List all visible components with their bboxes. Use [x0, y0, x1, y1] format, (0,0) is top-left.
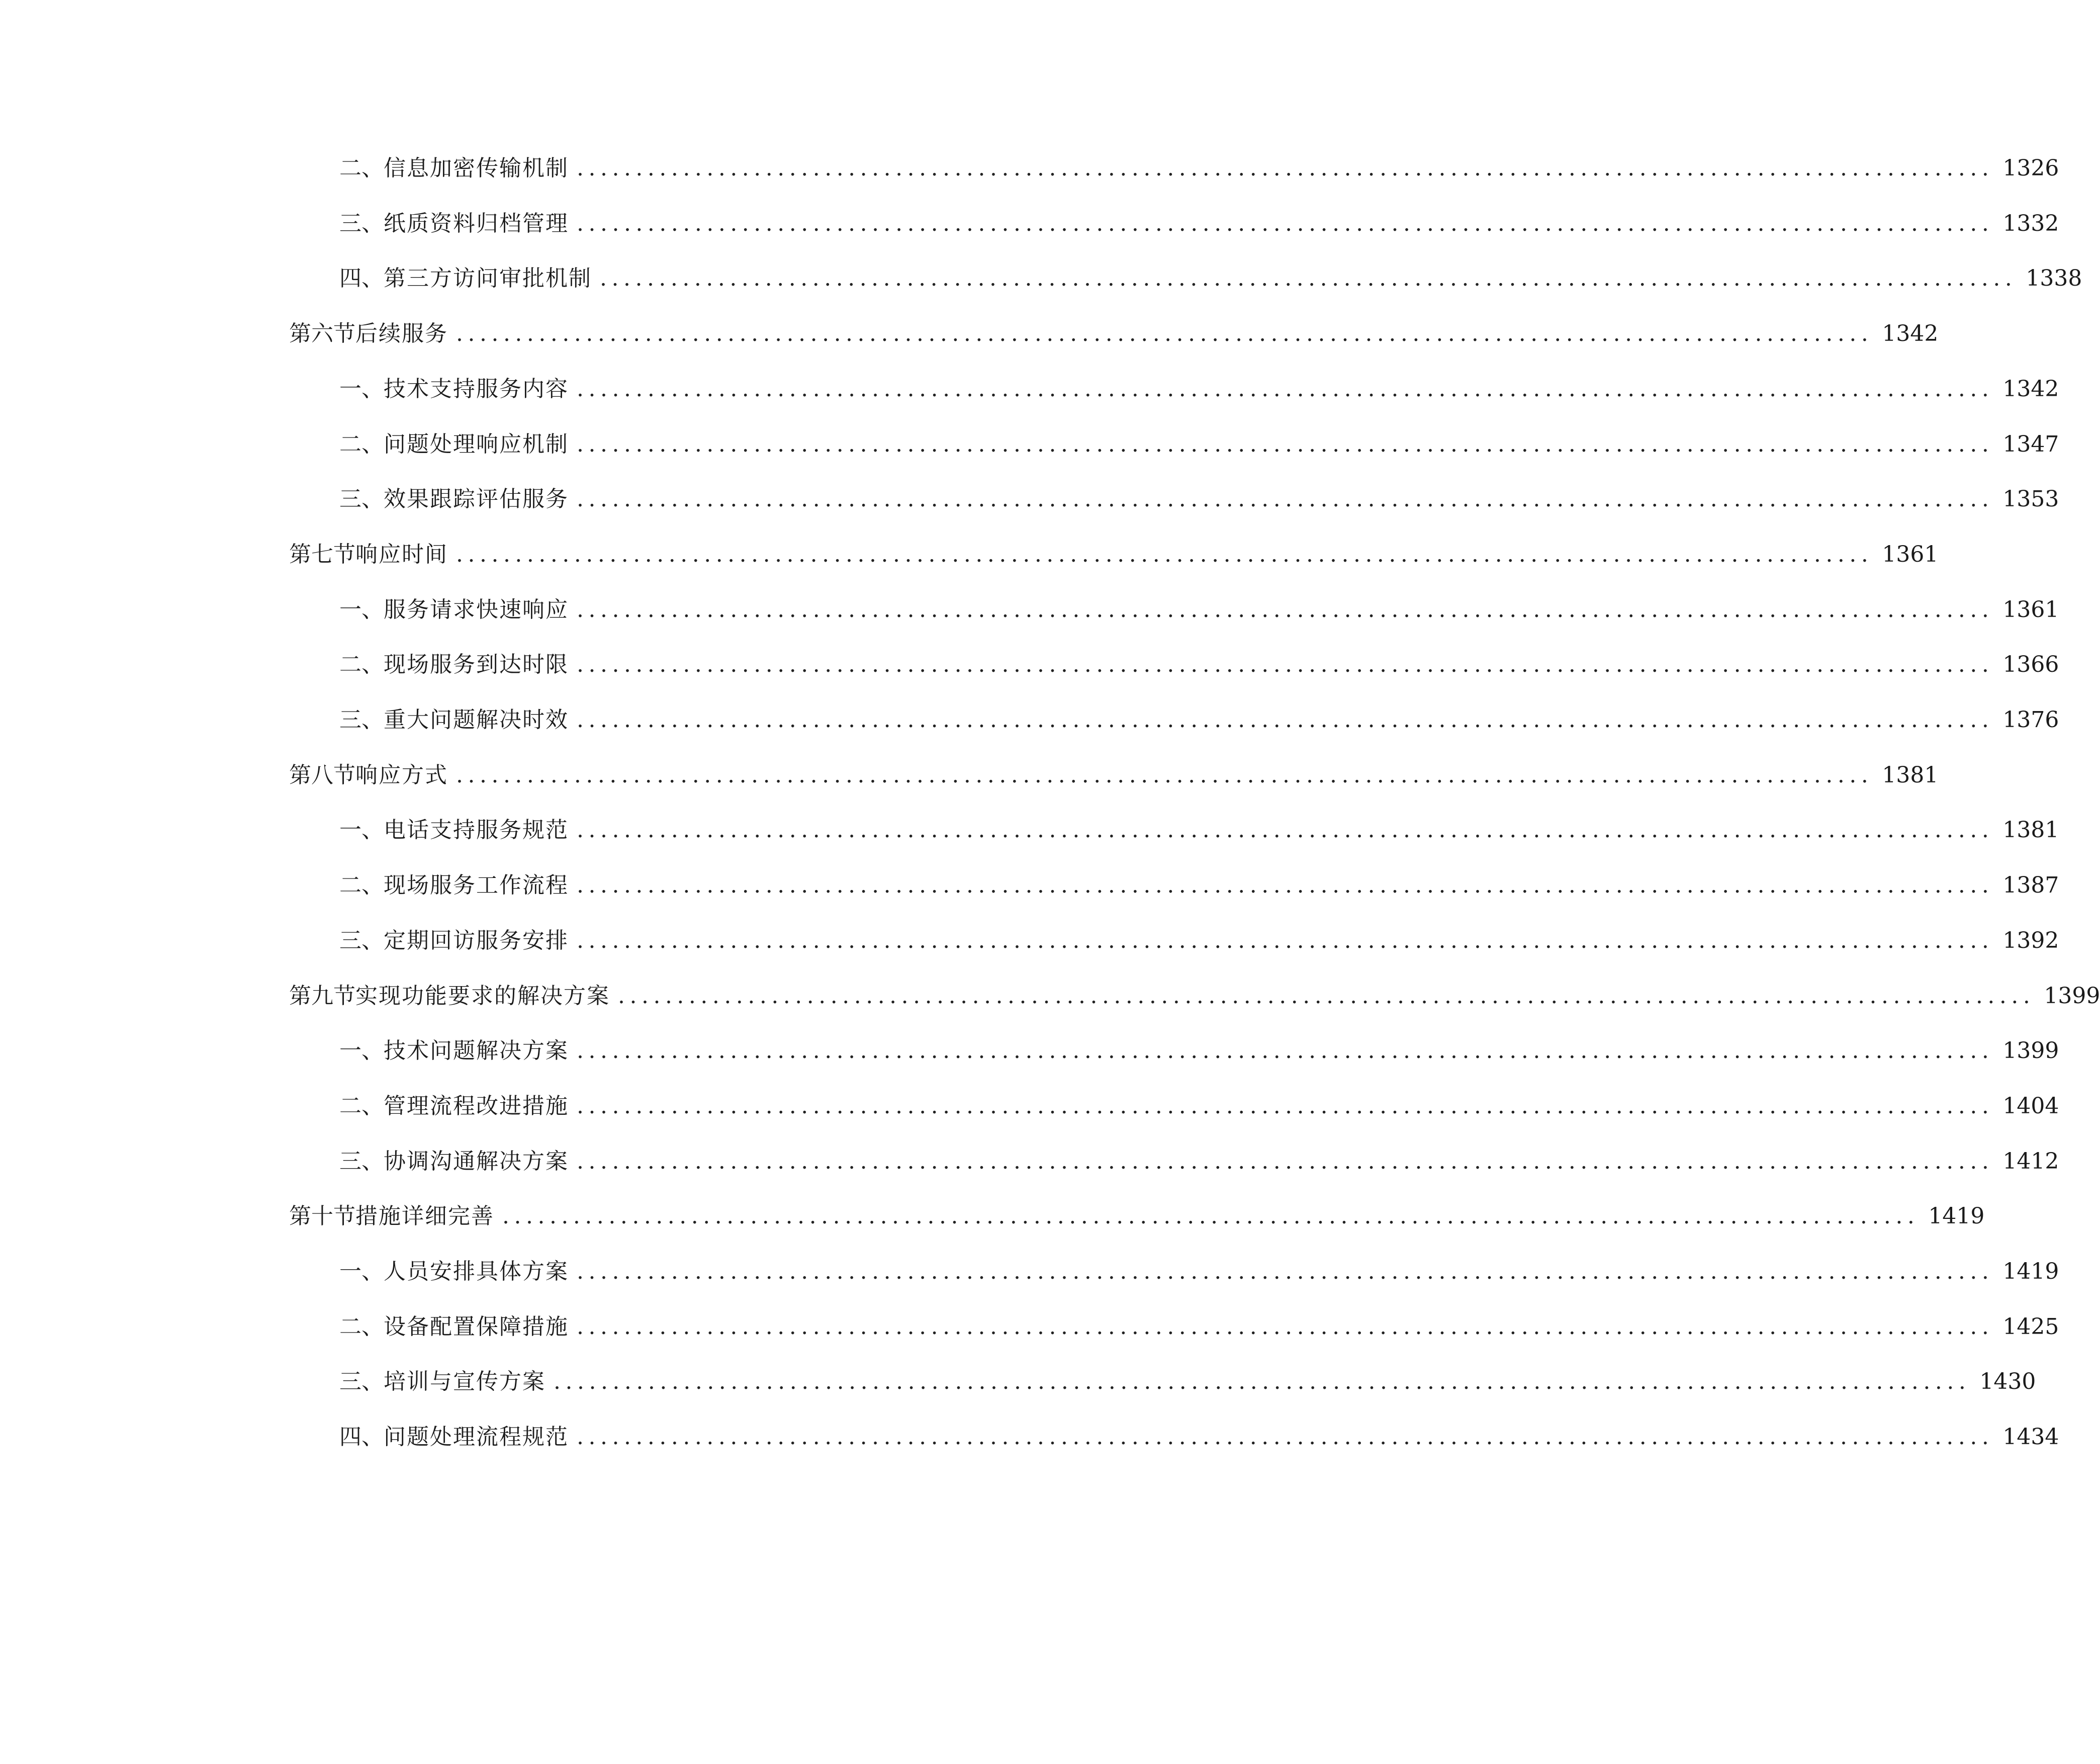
toc-entry-page-number: 1338 [2026, 266, 2082, 291]
toc-entry-page-number: 1342 [2002, 376, 2059, 402]
toc-entry-page-number: 1381 [2002, 817, 2059, 843]
toc-entry-title: 服务请求快速响应 [384, 597, 569, 623]
toc-entry-number: 四、 [339, 1424, 384, 1450]
toc-subsection-entry[interactable] [339, 921, 2059, 961]
toc-entry-page-number: 1361 [1882, 542, 1939, 567]
toc-entry-title: 协调沟通解决方案 [384, 1149, 569, 1174]
toc-entry-title: 措施详细完善 [355, 1203, 494, 1229]
toc-entry-title: 响应方式 [355, 762, 448, 788]
toc-entry-page-number: 1376 [2002, 707, 2059, 733]
toc-entry-title: 第三方访问审批机制 [384, 266, 592, 291]
toc-entry-title: 技术问题解决方案 [384, 1038, 569, 1064]
toc-entry-page-number: 1387 [2002, 872, 2059, 898]
toc-entry-number: 第八节 [289, 762, 355, 788]
toc-entry-number: 三、 [339, 1149, 384, 1174]
toc-section-entry[interactable] [289, 1196, 1985, 1237]
toc-dot-leader: ........................................................................................................................ [577, 597, 1994, 623]
toc-entry-number: 二、 [339, 1093, 384, 1119]
toc-entry-title: 重大问题解决时效 [384, 707, 569, 733]
toc-entry-title: 问题处理响应机制 [384, 431, 569, 457]
toc-dot-leader: ........................................................................................................................ [577, 707, 1994, 733]
toc-entry-number: 二、 [339, 155, 384, 181]
toc-dot-leader: ........................................................................................................................ [577, 1259, 1994, 1284]
toc-entry-page-number: 1419 [1928, 1203, 1985, 1229]
toc-dot-leader: ........................................................................................................................ [577, 211, 1994, 236]
toc-entry-title: 人员安排具体方案 [384, 1259, 569, 1284]
toc-entry-page-number: 1412 [2002, 1149, 2059, 1174]
toc-dot-leader: ........................................................................................................................ [577, 1314, 1994, 1340]
toc-subsection-entry[interactable] [339, 1141, 2059, 1182]
toc-entry-title: 纸质资料归档管理 [384, 211, 569, 236]
toc-subsection-entry[interactable] [339, 148, 2059, 189]
toc-section-entry[interactable] [289, 535, 1939, 575]
toc-entry-number: 第六节 [289, 321, 355, 346]
toc-subsection-entry[interactable] [339, 1362, 2036, 1402]
toc-entry-number: 三、 [339, 486, 384, 512]
toc-dot-leader: ........................................................................................................................ [577, 1424, 1994, 1450]
toc-entry-page-number: 1425 [2002, 1314, 2059, 1340]
toc-subsection-entry[interactable] [339, 258, 2082, 299]
toc-entry-page-number: 1430 [1979, 1369, 2036, 1394]
toc-entry-title: 管理流程改进措施 [384, 1093, 569, 1119]
toc-entry-title: 问题处理流程规范 [384, 1424, 569, 1450]
toc-dot-leader: ........................................................................................................................ [577, 486, 1994, 512]
toc-entry-number: 第十节 [289, 1203, 355, 1229]
toc-entry-number: 一、 [339, 817, 384, 843]
toc-dot-leader: ........................................................................................................................ [577, 155, 1994, 181]
toc-entry-number: 三、 [339, 211, 384, 236]
toc-entry-number: 一、 [339, 597, 384, 623]
toc-entry-number: 二、 [339, 1314, 384, 1340]
toc-subsection-entry[interactable] [339, 1252, 2059, 1292]
toc-dot-leader: ........................................................................................................................ [577, 376, 1994, 402]
toc-dot-leader: ........................................................................................................................ [577, 817, 1994, 843]
toc-entry-title: 现场服务到达时限 [384, 652, 569, 677]
toc-entry-page-number: 1361 [2002, 597, 2059, 623]
toc-entry-title: 效果跟踪评估服务 [384, 486, 569, 512]
toc-entry-title: 现场服务工作流程 [384, 872, 569, 898]
toc-entry-number: 二、 [339, 652, 384, 677]
toc-subsection-entry[interactable] [339, 424, 2059, 465]
toc-section-entry[interactable] [289, 976, 2100, 1016]
toc-entry-number: 一、 [339, 376, 384, 402]
toc-entry-number: 四、 [339, 266, 384, 291]
toc-entry-page-number: 1381 [1882, 762, 1939, 788]
toc-subsection-entry[interactable] [339, 1417, 2059, 1457]
toc-dot-leader: ........................................................................................................................ [577, 1149, 1994, 1174]
toc-dot-leader: ........................................................................................................................ [456, 542, 1873, 567]
toc-dot-leader: ........................................................................................................................ [577, 431, 1994, 457]
toc-subsection-entry[interactable] [339, 204, 2059, 244]
toc-entry-title: 培训与宣传方案 [384, 1369, 545, 1394]
toc-subsection-entry[interactable] [339, 645, 2059, 685]
toc-entry-page-number: 1342 [1882, 321, 1939, 346]
toc-subsection-entry[interactable] [339, 1086, 2059, 1126]
toc-entry-page-number: 1326 [2002, 155, 2059, 181]
toc-section-entry[interactable] [289, 314, 1939, 354]
toc-entry-page-number: 1399 [2002, 1038, 2059, 1064]
toc-dot-leader: ........................................................................................................................ [600, 266, 2017, 291]
toc-entry-title: 响应时间 [355, 542, 448, 567]
toc-subsection-entry[interactable] [339, 1307, 2059, 1347]
toc-entry-title: 信息加密传输机制 [384, 155, 569, 181]
toc-entry-title: 电话支持服务规范 [384, 817, 569, 843]
toc-subsection-entry[interactable] [339, 700, 2059, 740]
toc-entry-number: 二、 [339, 431, 384, 457]
toc-entry-page-number: 1366 [2002, 652, 2059, 677]
toc-dot-leader: ........................................................................................................................ [456, 321, 1873, 346]
toc-dot-leader: ........................................................................................................................ [554, 1369, 1971, 1394]
toc-entry-number: 三、 [339, 707, 384, 733]
toc-entry-number: 二、 [339, 872, 384, 898]
toc-entry-number: 第七节 [289, 542, 355, 567]
toc-dot-leader: ........................................................................................................................ [618, 983, 2035, 1009]
toc-entry-title: 实现功能要求的解决方案 [355, 983, 610, 1009]
toc-dot-leader: ........................................................................................................................ [502, 1203, 1920, 1229]
toc-dot-leader: ........................................................................................................................ [577, 1038, 1994, 1064]
toc-dot-leader: ........................................................................................................................ [577, 872, 1994, 898]
toc-entry-page-number: 1353 [2002, 486, 2059, 512]
toc-entry-number: 第九节 [289, 983, 355, 1009]
toc-subsection-entry[interactable] [339, 369, 2059, 409]
toc-subsection-entry[interactable] [339, 1031, 2059, 1071]
toc-entry-page-number: 1419 [2002, 1259, 2059, 1284]
toc-section-entry[interactable] [289, 755, 1939, 796]
toc-subsection-entry[interactable] [339, 479, 2059, 519]
toc-entry-number: 三、 [339, 928, 384, 953]
toc-entry-title: 设备配置保障措施 [384, 1314, 569, 1340]
toc-subsection-entry[interactable] [339, 810, 2059, 850]
toc-entry-page-number: 1404 [2002, 1093, 2059, 1119]
toc-entry-page-number: 1392 [2002, 928, 2059, 953]
toc-dot-leader: ........................................................................................................................ [577, 652, 1994, 677]
toc-entry-title: 定期回访服务安排 [384, 928, 569, 953]
toc-entry-number: 一、 [339, 1038, 384, 1064]
toc-entry-page-number: 1332 [2002, 211, 2059, 236]
toc-entry-page-number: 1434 [2002, 1424, 2059, 1450]
toc-entry-number: 三、 [339, 1369, 384, 1394]
toc-entry-title: 后续服务 [355, 321, 448, 346]
toc-subsection-entry[interactable] [339, 590, 2059, 630]
toc-dot-leader: ........................................................................................................................ [577, 928, 1994, 953]
toc-dot-leader: ........................................................................................................................ [456, 762, 1873, 788]
toc-subsection-entry[interactable] [339, 865, 2059, 906]
toc-entry-number: 一、 [339, 1259, 384, 1284]
toc-entry-page-number: 1399 [2044, 983, 2100, 1009]
toc-entry-title: 技术支持服务内容 [384, 376, 569, 402]
toc-dot-leader: ........................................................................................................................ [577, 1093, 1994, 1119]
toc-entry-page-number: 1347 [2002, 431, 2059, 457]
